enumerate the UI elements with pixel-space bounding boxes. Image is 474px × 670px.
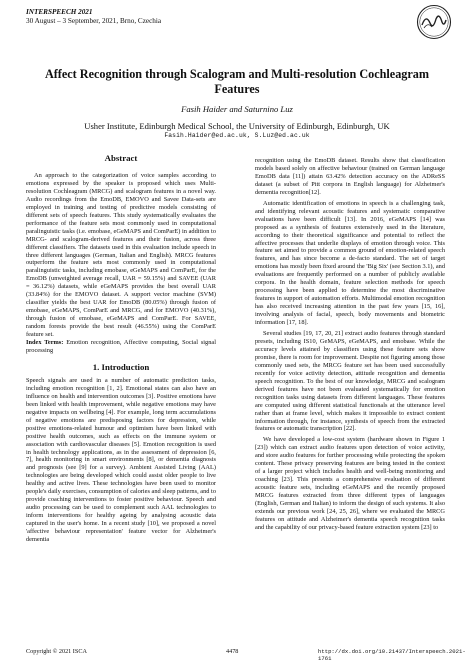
author-emails[interactable]: Fasih.Haider@ed.ac.uk, S.Luz@ed.ac.uk <box>164 132 310 139</box>
index-terms-text: Emotion recognition, Affective computing, Social signal processing <box>26 339 216 354</box>
paper-affiliation: Usher Institute, Edinburgh Medical School, the University of Edinburgh, Edinburgh, UK <box>84 121 390 131</box>
footer-page-number: 4478 <box>226 648 239 655</box>
footer-doi-link[interactable]: http://dx.doi.org/10.21437/Interspeech.2021-1761 <box>318 648 466 662</box>
conference-header <box>26 8 161 26</box>
conference-dates: 30 August – 3 September, 2021, Brno, Czechia <box>26 17 162 25</box>
abstract-text: An approach to the categorization of voice samples according to emotions expressed by the speaker is proposed which uses Multi-resolution Cochleagram (MRCG) and scalogram features in a novel way. Audio recordings from the EmoDB, EMOVO and Savee Data-sets are employed in training and testing of predictive models consisting of different sets of speech features. This study systematically evaluates the performance of the feature sets most commonly used in computational paralinguistic tasks (i.e. emobase, eGeMAPS and ComParE) in addition to MRCG- and scalogram-derived features and their fusion, across three different classifiers. The datasets used in this evaluation include speech in three different languages (German, Italian and English). MRCG features outperform the feature sets most commonly used in computational paralinguistic tasks, including emobase, eGeMAPS and ComParE, for the EmoDB (unweighted average recall, UAR = 59.15%) and SAVEE (UAR = 36.12%) datasets, while eGeMAPS provides the best overall UAR (33.84%) for the EMOVO dataset. A support vector machine (SVM) classifier yields the best UAR for EmoDB (80.05%) through fusion of emobase, eGeMAPS, ComParE and MRCG, and for EMOVO (40.31%), through fusion of emobase, eGeMAPS and ComParE. For SAVEE, random forests provide the best result (46.55%) using the ComParE feature set. <box>26 172 216 339</box>
interspeech-logo <box>416 4 452 40</box>
right-paragraph-4: We have developed a low-cost system (hardware shown in Figure 1 [23]) which can extract audio features upon detection of voice activity, and store audio features for further processing while protecting the spoken content. These privacy preserving features are being tested in the context of a larger project which includes health and well-being monitoring and coaching [23]. This presents a comprehensive evaluation of different acoustic feature sets, including eGeMAPS and the recently proposed MRCG features extracted from three different types of languages (English, German and Italian) to inform the design of such systems. It also extends our previous work [24, 25, 26], where we evaluated the MRCG features on attitude and Alzheimer's dementia speech recognition tasks and the capability of our privacy-based feature extraction system [23] to <box>255 436 445 531</box>
abstract-heading: Abstract <box>104 153 138 163</box>
right-paragraph-2: Automatic identification of emotions in speech is a challenging task, and identifying relevant acoustic features and systematic comparative evaluations have been difficult [13]. In 2016, eGeMAPS [14] was proposed as a synthesis of features extensively used in the literature, according to their theoretical significance and potential to reflect the affective processes that underlie displays of emotion through voice. This feature set aimed to provide a common ground of emotion-related speech features, and has since become a de-facto standard. The set of target emotions has mostly been fixed around the 'Big Six' (see Section 3.1), and evaluations are frequently performed on a number of publicly available corpora. In the health domain, feature selection methods for speech processing have been applied to determine the most discriminative features in support of automation efforts. Multimodal emotion recognition has also received increasing attention in the past few years [15, 16], involving analysis of facial, speech, body movements and biometric information [17, 18]. <box>255 199 445 327</box>
introduction-paragraph-1: Speech signals are used in a number of automatic prediction tasks, including emotion recognition [1, 2]. Emotional states can also have an influence on health and intervention outcomes [3]. Positive emotions have been linked with health improvement, while negative emotions may have negative impacts on wellbeing [4]. For example, long term accumulations of negative emotions are predisposing factors for depression, while positive emotions-related humour and optimism have been linked with positive health outcomes, such as effects on the immune system or association with cardiovascular diseases [5]. Emotion recognition is used in health technology applications, as in the assessment of depression [6, 7], health monitoring in smart environments [8], or dementia diagnosis and prognosis (see [9] for a survey). Ambient Assisted Living (AAL) technologies are being developed which could assist older people to live healthy and active lives. These technologies have been used to monitor people's daily exercises, consumption of calories and sleep patterns, and to provide coaching interventions to foster positive behaviour. Speech and audio processing can be used to complement such AAL technologies to inform interventions for healthy ageing by analysing acoustic data captured in the user's home. In a recent study [10], we proposed a novel 'affective behaviour representation' feature vector for Alzheimer's dementia <box>26 376 216 543</box>
introduction-heading: 1. Introduction <box>92 361 150 372</box>
index-terms-label: Index Terms: <box>26 339 64 347</box>
right-column <box>255 157 445 532</box>
paper-title: Affect Recognition through Scalogram and Multi-resolution Cochleagram Features <box>44 67 430 97</box>
paper-authors: Fasih Haider and Saturnino Luz <box>181 104 293 114</box>
conference-name: INTERSPEECH 2021 <box>26 8 93 16</box>
footer-copyright: Copyright © 2021 ISCA <box>26 648 87 655</box>
right-paragraph-3: Several studies [19, 17, 20, 21] extract audio features through standard presets, including IS10, GeMAPS, eGeMAPS, and emobase. While the accuracy levels attained by classifiers using these feature sets show promise, there is room for improvement. Despite not figuring among those commonly used sets, the MRCG feature set has been used successfully recently for voice activity detection, attitude recognition and dementia speech recognition. To the best of our knowledge, MRCG and scalogram derived features have not been evaluated systematically for emotion recognition tasks using datasets from different languages. These features are computed using different statistical functionals at the utterance level rather than at frame level, which makes it impossible to extract content information through, for instance, synthesis of speech from the extracted features or automatic transcription [22]. <box>255 330 445 433</box>
right-paragraph-1: recognition using the EmoDB dataset. Results show that classification models based solely on affective behaviour (trained on German language EmoDB data [11]) attain 63.42% detection accuracy on the ADReSS dataset (a subset of Pitt corpora in English language) for Alzheimer's dementia recognition[12]. <box>255 157 445 196</box>
index-terms <box>26 339 216 355</box>
left-column <box>26 153 216 544</box>
